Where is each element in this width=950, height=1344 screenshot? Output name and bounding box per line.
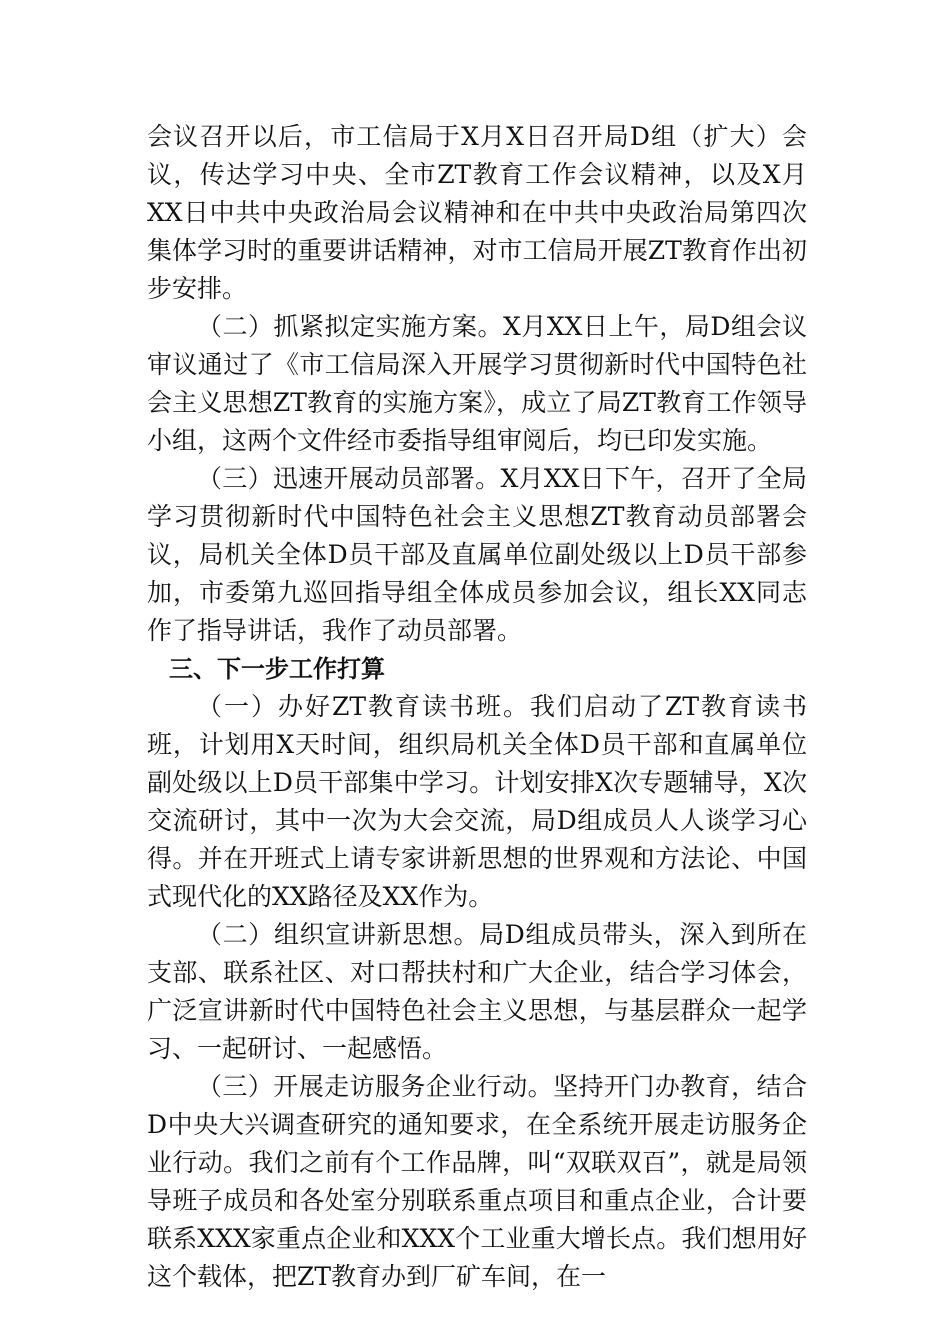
paragraph-lectures: （二）组织宣讲新思想。局D组成员带头，深入到所在支部、联系社区、对口帮扶村和广大企业，结合学习体会，广泛宣讲新时代中国特色社会主义思想，与基层群众一起学习、一起研讨、一起感悟。 [147, 920, 807, 1063]
section-heading-next-steps: 三、下一步工作打算 [169, 655, 385, 683]
paragraph-meeting-summary: 会议召开以后，市工信局于X月X日召开局D组（扩大）会议，传达学习中央、全市ZT教育工作会议精神，以及X月XX日中共中央政治局会议精神和在中共中央政治局第四次集体学习时的重要讲话精神，对市工信局开展ZT教育作出初步安排。 [147, 122, 807, 303]
paragraph-implementation-plan: （二）抓紧拟定实施方案。X月XX日上午，局D组会议审议通过了《市工信局深入开展学习贯彻新时代中国特色社会主义思想ZT教育的实施方案》，成立了局ZT教育工作领导小组，这两个文件经市委指导组审阅后，均已印发实施。 [147, 312, 807, 455]
paragraph-enterprise-visits: （三）开展走访服务企业行动。坚持开门办教育，结合D中央大兴调查研究的通知要求，在全系统开展走访服务企业行动。我们之前有个工作品牌，叫“双联双百”，就是局领导班子成员和各处室分别联系重点项目和重点企业，合计要联系XXX家重点企业和XXX个工业重大增长点。我们想用好这个载体，把ZT教育办到厂矿车间，在一 [147, 1072, 807, 1291]
paragraph-mobilization: （三）迅速开展动员部署。X月XX日下午，召开了全局学习贯彻新时代中国特色社会主义思想ZT教育动员部署会议，局机关全体D员干部及直属单位副处级以上D员干部参加，市委第九巡回指导组全体成员参加会议，组长XX同志作了指导讲话，我作了动员部署。 [147, 464, 807, 645]
paragraph-reading-class: （一）办好ZT教育读书班。我们启动了ZT教育读书班，计划用X天时间，组织局机关全体D员干部和直属单位副处级以上D员干部集中学习。计划安排X次专题辅导，X次交流研讨，其中一次为大会交流，局D组成员人人谈学习心得。并在开班式上请专家讲新思想的世界观和方法论、中国式现代化的XX路径及XX作为。 [147, 692, 807, 911]
document-page [147, 118, 807, 1296]
